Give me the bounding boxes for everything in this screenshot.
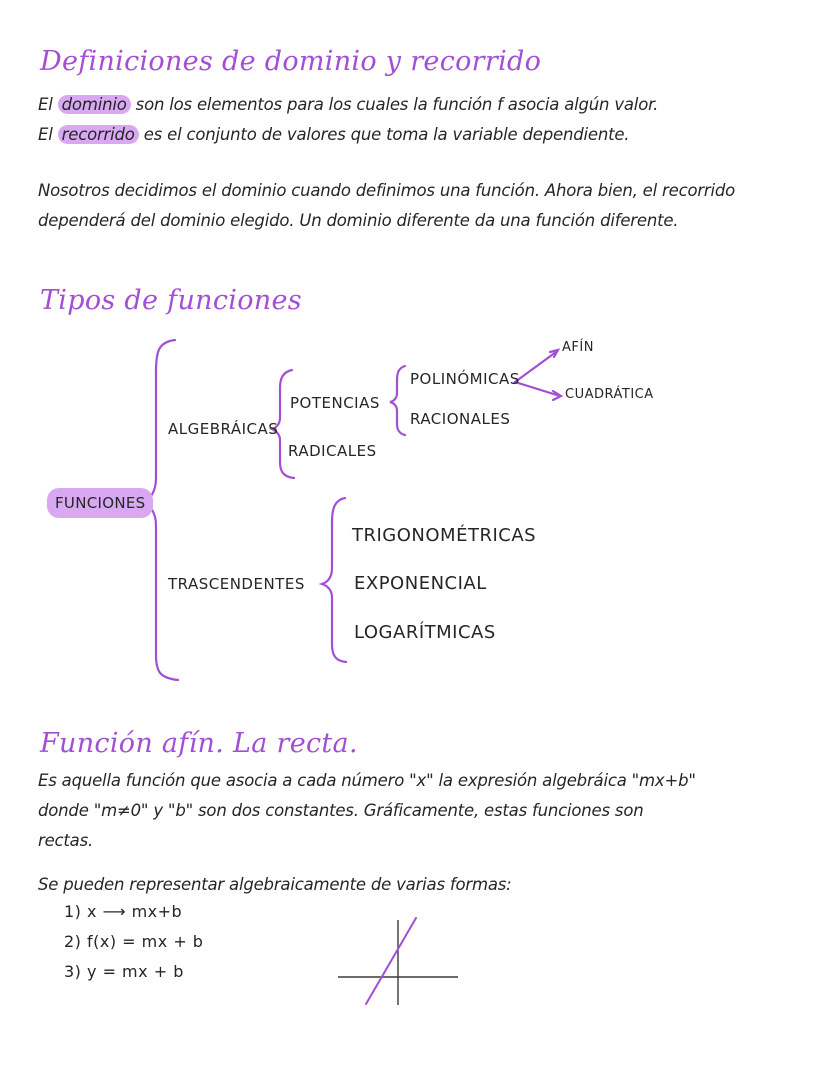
node-racionales: RACIONALES bbox=[410, 410, 511, 428]
node-logaritmicas: LOGARÍTMICAS bbox=[354, 622, 496, 643]
node-funciones: FUNCIONES bbox=[47, 488, 153, 518]
form-2: 2) f(x) = mx + b bbox=[64, 932, 204, 951]
paragraph-line: Nosotros decidimos el dominio cuando definimos una función. Ahora bien, el recorrido bbox=[38, 181, 736, 200]
def-text: son los elementos para los cuales la función f asocia algún valor. bbox=[130, 95, 659, 114]
node-polinomicas: POLINÓMICAS bbox=[410, 370, 520, 388]
section-title-dominio: Definiciones de dominio y recorrido bbox=[40, 46, 542, 77]
sample-line bbox=[366, 918, 416, 1004]
paragraph-line: donde "m≠0" y "b" son dos constantes. Gráficamente, estas funciones son bbox=[38, 801, 644, 820]
node-radicales: RADICALES bbox=[288, 442, 377, 460]
node-algebraicas: ALGEBRÁICAS bbox=[168, 420, 279, 438]
node-cuadratica: CUADRÁTICA bbox=[565, 387, 654, 402]
forms-intro: Se pueden representar algebraicamente de varias formas: bbox=[38, 875, 512, 894]
node-afin: AFÍN bbox=[562, 340, 594, 355]
def-text: El bbox=[38, 95, 58, 114]
node-potencias: POTENCIAS bbox=[290, 394, 380, 412]
def-text: es el conjunto de valores que toma la variable dependiente. bbox=[138, 125, 630, 144]
def-text: El bbox=[38, 125, 58, 144]
section-title-funcion-afin: Función afín. La recta. bbox=[40, 728, 358, 759]
form-3: 3) y = mx + b bbox=[64, 962, 184, 981]
node-trascendentes: TRASCENDENTES bbox=[168, 575, 305, 593]
paragraph-line: dependerá del dominio elegido. Un dominio diferente da una función diferente. bbox=[38, 211, 679, 230]
section-title-tipos: Tipos de funciones bbox=[40, 285, 302, 316]
paragraph-line: Es aquella función que asocia a cada número "x" la expresión algebráica "mx+b" bbox=[38, 771, 696, 790]
form-1: 1) x ⟶ mx+b bbox=[64, 902, 183, 921]
highlight-recorrido: recorrido bbox=[58, 125, 139, 144]
node-trigonometricas: TRIGONOMÉTRICAS bbox=[352, 525, 537, 546]
node-exponencial: EXPONENCIAL bbox=[354, 573, 487, 594]
paragraph-line: rectas. bbox=[38, 831, 94, 850]
highlight-dominio: dominio bbox=[58, 95, 131, 114]
